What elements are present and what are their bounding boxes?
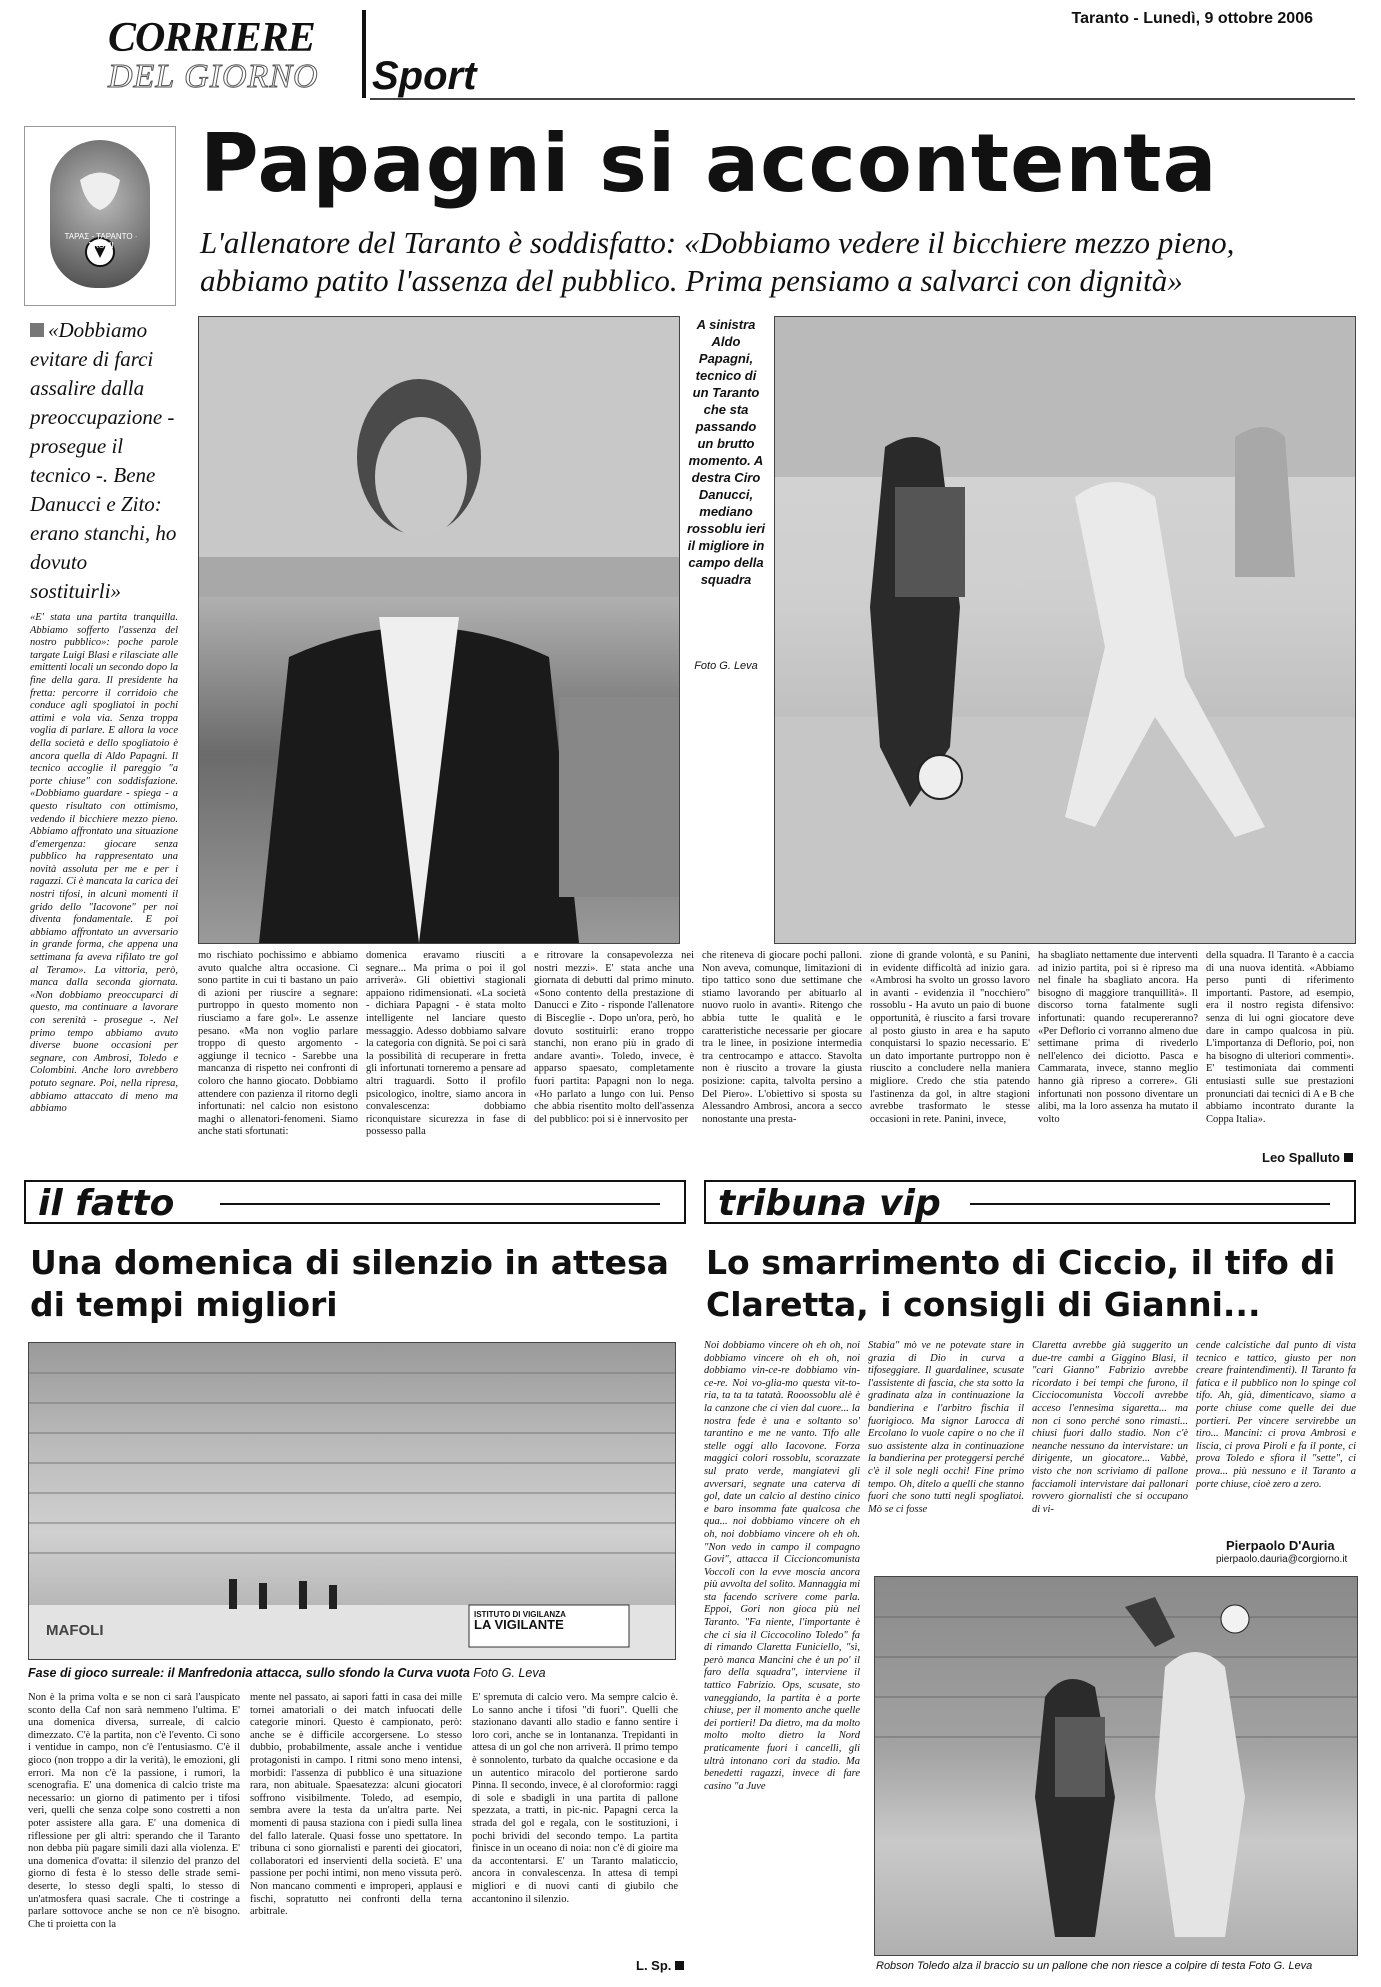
right-signature: Pierpaolo D'Auria [1226, 1538, 1335, 1553]
right-column-4: cende calcistiche dal punto di vista tecnico e tattico, giusto per non creare fraintendimenti). Il Taranto fa fatica e il pubblico non lo spinge col tifo. Ah, già, dimenticavo, siamo a porte chiuse come quelle dei due portieri. Per vincere servirebbe un tiro... Mancini: ci prova Ambrosi e liscia, ci prova Piroli e fa il ponte, ci prova Toledo e sfiora il "sette", ci prova... più nessuno e il Taranto a porte chiuse, cioè zero a zero. [1196, 1340, 1356, 1490]
header-rule [370, 98, 1355, 100]
coach-photo [198, 316, 680, 944]
caption-text: Robson Toledo alza il braccio su un pallone che non riesce a colpire di testa [876, 1960, 1246, 1972]
article-column-2: mo rischiato pochissimo e abbiamo avuto qualche altra occasione. Ci sono partite in cui ti bastano un paio di azioni per riuscire a segnare: purtroppo in questo momento non riusciamo a fare gol». Le assenze pesano. «Ma non voglio parlare troppo di questo argomento - aggiunge il tecnico - Sarebbe una mancanza di rispetto nei confronti di coloro che hanno giocato. Dobbiamo attendere con pazienza il ritorno degli infortunati: nel calcio non esistono maghi o allenatori-fenomeni. Siamo anche stati sfortunati: [198, 950, 358, 1138]
section-tag-tribuna-vip [704, 1180, 1356, 1224]
tag-label: tribuna vip [718, 1183, 941, 1224]
right-story-headline: Lo smarrimento di Ciccio, il tifo di Claretta, i consigli di Gianni... [706, 1243, 1336, 1324]
author-email: pierpaolo.dauria@corgiorno.it [1216, 1554, 1348, 1565]
club-logo-text: ΤΑΡΑΣ - ΤΑΡΑΝΤΟ · ΣΚΟΜΙ [64, 232, 138, 250]
left-column-3: E' spremuta di calcio vero. Ma sempre calcio è. Lo sanno anche i tifosi "di fuori". Quelli che stazionano davanti allo stadio e fanno sentire i loro cori, anche se in lontananza. Trepidanti in attesa di un gol che non arriverà. Il primo tempo è sonnolento, turbato da qualche occasione e da un autentico miracolo del portierone sardo Pinna. Il secondo, invece, è al cloroformio: raggi di sole e sbadigli in una partita di pallone spezzata, a tratti, in pic-nic. Papagni cerca la strada del gol e regala, con le sostituzioni, i pochi brividi del secondo tempo. La partita finisce in un oceano di noia: non c'è di gioire ma da accontentarsi. E' un Taranto malaticcio, ancora in convalescenza. In attesa di tempi migliori e di nuovi canti di giubilo che accantonino il silenzio. [472, 1692, 678, 1905]
article-column-4: e ritrovare la consapevolezza nei nostri mezzi». E' stata anche una giornata di debutti dal primo minuto. «Sono contento della prestazione di Danucci e Zito - risponde l'allenatore di Bisceglie -. Dopo un'ora, però, ho dovuto sostituirli: erano troppo stanchi, non erano più in grado di andare avanti». Toledo, invece, è apparso spaesato, completamente fuori partita: Papagni non lo nega. «Ho parlato a lungo con lui. Penso che abbia risentito molto dell'assenza del pubblico: poi si è innervosito per [534, 950, 694, 1125]
photo-caption: A sinistra Aldo Papagni, tecnico di un Taranto che sta passando un brutto momento. A destra Ciro Danucci, mediano rossoblu ieri il migliore in campo della squadra [686, 317, 766, 587]
right-photo-caption [876, 1960, 1356, 1972]
dateline: Taranto - Lunedì, 9 ottobre 2006 [1071, 10, 1313, 27]
tag-rule [220, 1203, 660, 1205]
banner-text: LA VIGILANTE [474, 1617, 564, 1632]
right-column-2: Stabia" mò ve ne potevate stare in grazia di Dio in curva a tifoseggiare. Il guardalinee, scusate l'assistente di fascia, che sta sotto la gradinata alza in continuazione la bandierina e l'arbitro fischia il fuorigioco. Ma signor Larocca di Ercolano lo vuole capire o no che il suo assistente alza in continuazione la bandierina per proteggersi perché c'è il sole negli occhi! Fine primo tempo. Oh, ditelo a quelli che stanno fuori che sono tutti negli spogliatoi. Mò se ci fosse [868, 1340, 1024, 1515]
masthead-corriere: CORRIERE [108, 15, 315, 61]
article-column-8: della squadra. Il Taranto è a caccia di una nuova identità. «Abbiamo perso punti di riferimento importanti. Pastore, ad esempio, era il nostro regista difensivo: senza di lui ogni giocatore deve dare in campo qualcosa in più. L'importanza di Deflorio, poi, non ha bisogno di ulteriori commenti». E' testimoniata dai commenti entusiasti sulle sue prestazioni pronunciati dai tecnici di A e B che abbiamo incontrato durante la Coppa Italia». [1206, 950, 1354, 1125]
photo-credit: Foto G. Leva [1248, 1960, 1313, 1972]
header-action-icon [875, 1577, 1357, 1955]
article-column-5: che riteneva di giocare pochi palloni. Non aveva, comunque, limitazioni di tipo tattico sono due settimane che stiamo lavorando per abituarlo al nuovo ruolo in avanti». Ritengo che abbia tutte le qualità e le caratteristiche necessarie per giocare tra le linee, in posizione intermedia tra centrocampo e attacco. Stavolta non è riuscito a trovare la giusta posizione: capita, talvolta persino a Del Piero». L'obiettivo si sposta su Alessandro Ambrosi, ancora a secco nonostante una presta- [702, 950, 862, 1125]
pull-quote-text: «Dobbiamo evitare di farci assalire dalla preoccupazione - prosegue il tecnico -. Bene Danucci e Zito: erano stanchi, ho dovuto sostituirli» [30, 318, 177, 603]
main-subhead: L'allenatore del Taranto è soddisfatto: «Dobbiamo vedere il bicchiere mezzo pieno, abbiamo patito l'assenza del pubblico. Prima pensiamo a salvarci con dignità» [200, 225, 1235, 298]
left-column-2: mente nel passato, ai sapori fatti in casa dei mille tornei amatoriali o dei match infuocati delle categorie minori. Questo è campionato, però: anche se è difficile accorgersene. Lo stesso dubbio, probabilmente, assale anche i ventidue protagonisti in campo. I ritmi sono meno intensi, morbidi: l'assenza di pubblico è una situazione rara, non abituale. Spaesatezza: alcuni giocatori soffrono visibilmente. Toledo, ad esempio, sembra avere la testa da un'altra parte. Nei momenti di pausa staziona con i piedi sulla linea del fallo laterale. Quasi fosse uno spettatore. In tribuna ci sono giornalisti e parenti dei giocatori, collaboratori ed inservienti della società. E' una passione per pochi intimi, non meno vissuta però. Non mancano commenti e improperi, applausi e fischi, sopratutto nei confronti della terna arbitrale. [250, 1692, 462, 1918]
article-column-6: zione di grande volontà, e su Panini, in evidente difficoltà ad inizio gara. «Ambrosi ha svolto un grosso lavoro in avanti - evidenzia il "nocchiero" rossoblu - Ha avuto un paio di buone opportunità, è riuscito a farsi trovare al posto giusto in area e ha saputo conquistarsi lo spazio necessario. E' un dato importante purtroppo non è riuscito a concludere nella maniera migliore. Credo che stia patendo l'astinenza da gol, in altre stagioni avrebbe trasformato le stesse occasioni in rete. Panini, invece, [870, 950, 1030, 1125]
end-square-icon [1344, 1153, 1353, 1162]
club-logo [50, 140, 150, 288]
stadium-banner-left: MAFOLI [46, 1622, 104, 1639]
pull-quote [30, 316, 182, 606]
left-photo-caption [28, 1666, 678, 1680]
bullet-square-icon [30, 323, 44, 337]
article-text: «E' stata una partita tranquilla. Abbiamo sofferto l'assenza del nostro pubblico»: poche parole targate Luigi Blasi e rilasciate alle emittenti locali un secondo dopo la fine della gara. Il presidente ha fretta: percorre il corridoio che conduce agli spogliatoi in pochi attimi e vola via. Senza troppa voglia di parlare. E allora la voce della società e dello spogliatoio è ancora quella di Aldo Papagni. Il tecnico accoglie il pareggio "a porte chiuse" con soddisfazione. «Dobbiamo guardare - spiega - a questo risultato con ottimismo, vedendo il bicchiere mezzo pieno. Abbiamo affrontato una situazione d'emergenza: giocare senza pubblico ha rappresentato una novità assoluta per me e per i ragazzi. Ci è mancata la carica dei nostri tifosi, in alcuni momenti il grido dello "Iacovone" per noi diventa fondamentale. E poi abbiamo affrontato un avversario in grande forma, che appena una settimana fa aveva rifilato tre gol al Teramo». [30, 612, 178, 976]
match-action-icon [775, 317, 1355, 943]
tag-rule [970, 1203, 1330, 1205]
left-story-headline: Una domenica di silenzio in attesa di tempi migliori [30, 1243, 669, 1324]
article-column-1 [30, 612, 178, 1115]
article-column-7: ha sbagliato nettamente due interventi ad inizio partita, poi si è ripreso ma nel finale ha sbagliato ancora. Ha bisogno di maggiore tranquillità». Il discorso torna fatalmente sugli infortunati: quando recupereranno? «Per Deflorio ci vorranno almeno due settimane prima di rivederlo nell'elenco dei diciotto. Pasca e Cammarata, invece, stanno meglio hanno già ripreso a correre». Gli infortunati non possono diventare un alibi, ma la loro assenza ha mutato il volto [1038, 950, 1198, 1125]
end-square-icon [675, 1961, 684, 1970]
player-photo [774, 316, 1356, 944]
stadium-banner [474, 1610, 624, 1630]
toledo-photo [874, 1576, 1358, 1956]
section-title: Sport [372, 54, 477, 98]
photo-credit: Foto G. Leva [694, 660, 758, 672]
article-text: La vittoria, però, manca dalla seconda giornata. «Non dobbiamo preoccuparci di questo, ma continuare a lavorare con serenità - prosegue -. Nel primo tempo abbiamo avuto diverse buone occasioni per segnare, con Ambrosi, Toledo e Colombini. Anche loro avrebbero potuto segnare. Poi, nella ripresa, abbiamo attaccato di meno ma abbiamo [30, 964, 178, 1115]
caption-text: Fase di gioco surreale: il Manfredonia attacca, sullo sfondo la Curva vuota [28, 1666, 470, 1680]
tag-label: il fatto [38, 1183, 175, 1224]
masthead-del-giorno: DEL GIORNO [108, 58, 319, 95]
signature-text: Leo Spalluto [1262, 1150, 1340, 1165]
left-signature [636, 1958, 684, 1973]
article-signature [1262, 1150, 1353, 1165]
masthead-divider [362, 10, 366, 98]
right-column-1: Noi dobbiamo vincere oh eh oh, noi dobbiamo vincere oh eh oh, noi dobbiamo vin-ce-re dobbiamo vin-ce-re. Noi vo-glia-mo questa vit-to-ria, ta ta ta tatatà. Rooossoblu alè è la canzone che ci vien dal cuore... la nostra fede è una e soltanto so' tarantino e me ne vanto. Tifo alle stelle oggi allo Iacovone. Forza maggici colori rossoblu, scorazzate sul prato verde, mangiatevi gli avversari, segnate una caterva di gol, date un calcio al destino cinico e baro insomma fate qualcosa che qua... noi dobbiamo vincere oh eh oh, noi dobbiamo vincere oh eh oh. "Non vedo in campo il compagno Govi", attacca il Ciccioncomunista Voccoli con la evve moscia ancora più avvolta del solito. Mannaggia mi sta facendo scrivere come parla. Eppoi, Gori non gioca più nel Taranto. "Fa niente, l'importante è che ci sia il Ciccocolino Toledo" fa di rimando Claretta Funiciello, "sì, però manca Mancini che è un po' il faro della squadra", interviene il tattico Fabrizio. Ops, scusate, sto vaneggiando, la partita è a porte chiuse, per il momento anche quelle dei portieri! Da dietro, ma da molto molto molto dietro la Nord praticamente fuori i cancelli, gli ultrà intonano cori da stadio. Ma benedetti ragazzi, invece di fare casino "a Juve [704, 1340, 860, 1792]
right-column-3: Claretta avrebbe già suggerito un due-tre cambi a Giggino Blasi, il "cari Gianno" Fabrizio avrebbe ricordato i bei tempi che furono, il Cicciocomunista Voccoli avrebbe acceso l'ennesima sigaretta... ma non ci sono perché sono rimasti... chiusi fuori dallo stadio. Non c'è neanche nessuno da intervistare: un dirigente, un giocatore... Vabbè, visto che non scriviamo di pallone facciamoli intervistare dai pallonari rovvero giornalisti che si occupano di vi- [1032, 1340, 1188, 1515]
coach-figure-icon [199, 317, 679, 943]
photo-credit: Foto G. Leva [473, 1666, 546, 1680]
banner-text: ISTITUTO DI VIGILANZA [474, 1610, 566, 1619]
signature-text: L. Sp. [636, 1958, 672, 1973]
main-headline: Papagni si accontenta [200, 117, 1218, 210]
left-column-1: Non è la prima volta e se non ci sarà l'auspicato sconto della Caf non sarà nemmeno l'ultima. E' una domenica diversa, surreale, di calcio dimezzato. C'è la partita, non c'è l'evento. Ci sono i ventidue in campo, non c'è l'entusiasmo. C'è il gioco (non troppo a dir la verità), le emozioni, gli errori. Ma non c'è la passione, i rumori, la scenografia. E' una domenica di calcio triste ma necessario: un giorno di patimento per i tifosi veri, quelli che senza colpe sono costretti a non poter assistere alla gara. E' una domenica di riflessione per gli altri: sperando che il Taranto non debba più pagare simili dazi alla violenza. E' una domenica d'ovatta: il silenzio del pranzo del giorno di festa è lo stesso delle strade semi-deserte, lo stesso degli spalti, lo stesso di un'atmosfera quasi sacrale. Che ti costringe a parlare sottovoce anche se non ce n'è bisogno. Che ti proietta con la [28, 1692, 240, 1930]
club-crest-icon [50, 140, 150, 288]
article-column-3: domenica eravamo riusciti a segnare... Ma prima o poi il gol arriverà». Gli obiettivi stagionali appaiono ridimensionati. «La società - dichiara Papagni - è stata molto intelligente nel lanciare questo messaggio. Adesso dobbiamo salvare la categoria con dignità. Se poi ci sarà la possibilità di recuperare in fretta gli infortunati torneremo a pensare ad altri traguardi. Sotto il profilo psicologico, inoltre, siamo ancora in convalescenza: dobbiamo riconquistare sicurezza in fase di possesso palla [366, 950, 526, 1138]
section-tag-il-fatto [24, 1180, 686, 1224]
